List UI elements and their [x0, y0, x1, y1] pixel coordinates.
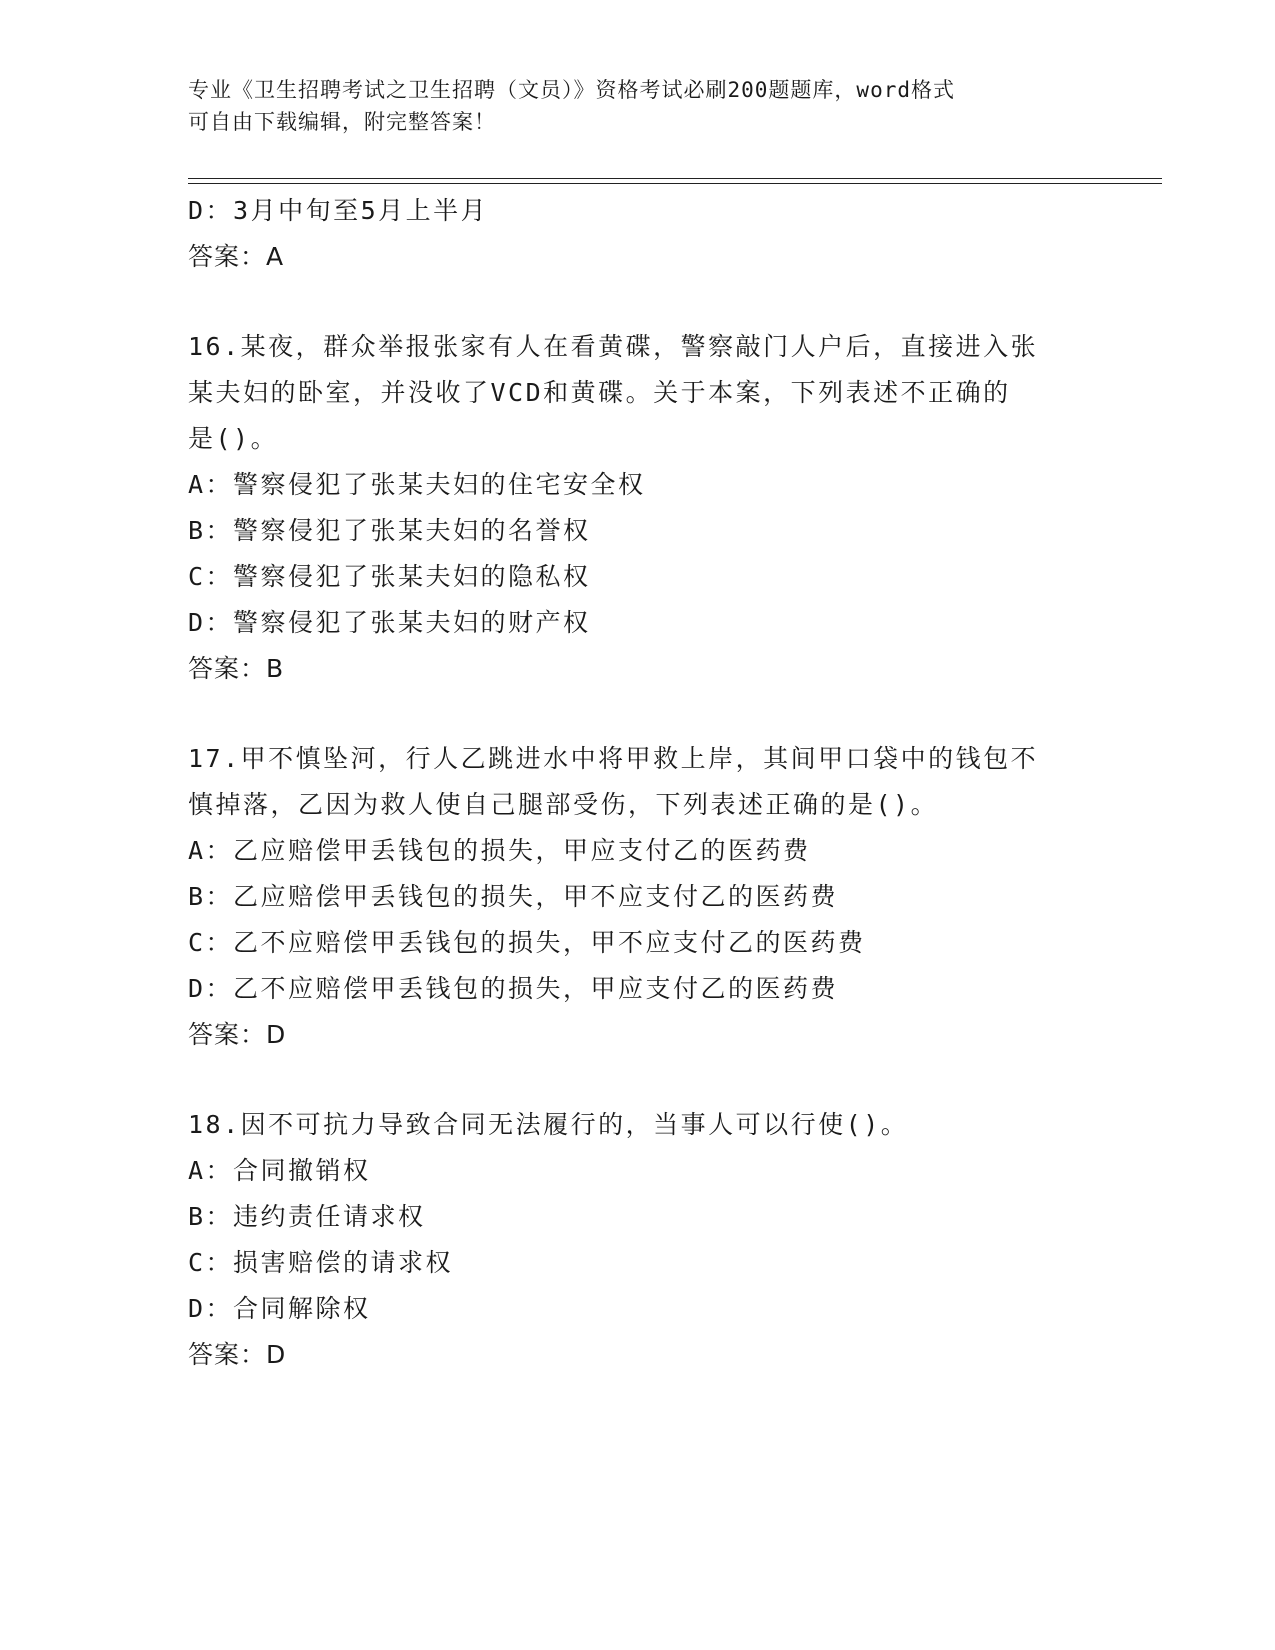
stem-line: 18.因不可抗力导致合同无法履行的，当事人可以行使()。 [188, 1110, 909, 1139]
stem-line: 17.甲不慎坠河，行人乙跳进水中将甲救上岸，其间甲口袋中的钱包不 [188, 744, 1039, 773]
question-16 [188, 324, 1088, 692]
question-stem [188, 736, 1088, 828]
option-a: A：合同撤销权 [188, 1156, 371, 1185]
answer-line: 答案：A [188, 242, 285, 271]
option-d: D：合同解除权 [188, 1294, 371, 1323]
option-c: C：损害赔偿的请求权 [188, 1248, 454, 1277]
spacer [188, 1058, 1088, 1102]
option-d: D：3月中旬至5月上半月 [188, 196, 489, 225]
header-title-line-2: 可自由下载编辑，附完整答案！ [188, 110, 496, 134]
option-b: B：警察侵犯了张某夫妇的名誉权 [188, 516, 591, 545]
question-18 [188, 1102, 1088, 1378]
stem-line: 是()。 [188, 424, 279, 453]
stem-line: 慎掉落，乙因为救人使自己腿部受伤，下列表述正确的是()。 [188, 790, 939, 819]
previous-question-tail [188, 188, 1088, 280]
question-stem [188, 324, 1088, 462]
answer-line: 答案：D [188, 1340, 287, 1369]
option-b: B：违约责任请求权 [188, 1202, 426, 1231]
option-c: C：乙不应赔偿甲丢钱包的损失，甲不应支付乙的医药费 [188, 928, 866, 957]
question-17 [188, 736, 1088, 1058]
spacer [188, 280, 1088, 324]
header-divider-top [188, 178, 1162, 179]
option-d: D：乙不应赔偿甲丢钱包的损失，甲应支付乙的医药费 [188, 974, 839, 1003]
option-d: D：警察侵犯了张某夫妇的财产权 [188, 608, 591, 637]
question-stem [188, 1102, 1088, 1148]
answer-line: 答案：B [188, 654, 285, 683]
header-title-line-1: 专业《卫生招聘考试之卫生招聘（文员）》资格考试必刷200题题库，word格式 [188, 78, 955, 102]
spacer [188, 692, 1088, 736]
stem-line: 16.某夜，群众举报张家有人在看黄碟，警察敲门人户后，直接进入张 [188, 332, 1039, 361]
option-a: A：乙应赔偿甲丢钱包的损失，甲应支付乙的医药费 [188, 836, 811, 865]
header-divider-bottom [188, 183, 1162, 184]
page-header [188, 74, 1088, 138]
option-c: C：警察侵犯了张某夫妇的隐私权 [188, 562, 591, 591]
option-a: A：警察侵犯了张某夫妇的住宅安全权 [188, 470, 646, 499]
option-b: B：乙应赔偿甲丢钱包的损失，甲不应支付乙的医药费 [188, 882, 839, 911]
stem-line: 某夫妇的卧室，并没收了VCD和黄碟。关于本案，下列表述不正确的 [188, 378, 1011, 407]
document-body [188, 188, 1088, 1378]
answer-line: 答案：D [188, 1020, 287, 1049]
